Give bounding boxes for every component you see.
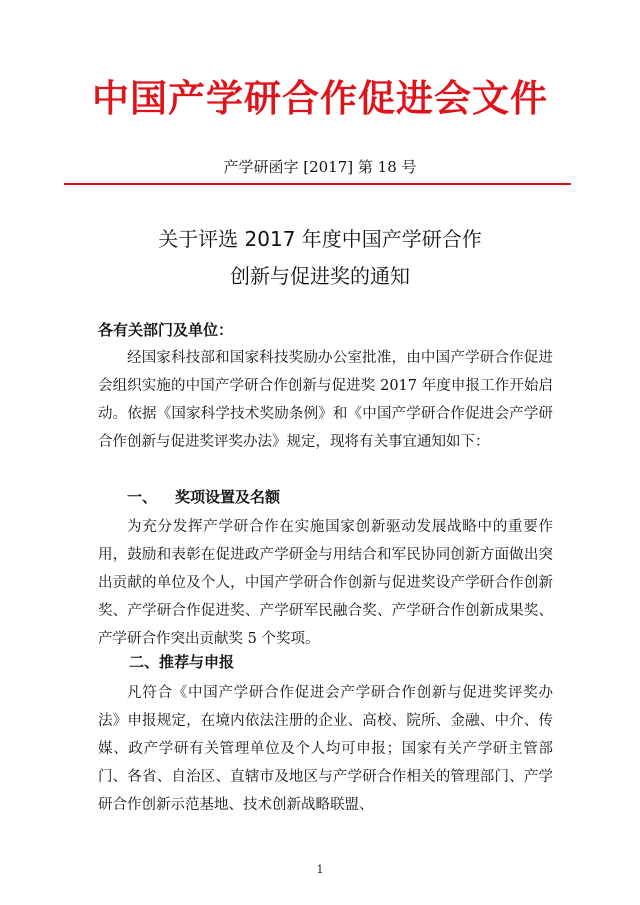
document-number: 产学研函字 [2017] 第 18 号 bbox=[223, 158, 417, 176]
notice-title-line-1: 关于评选 2017 年度中国产学研合作 bbox=[158, 227, 482, 251]
salutation: 各有关部门及单位： bbox=[98, 321, 234, 339]
section-1-heading bbox=[127, 486, 280, 508]
section-2-heading: 二、推荐与申报 bbox=[129, 653, 235, 671]
red-divider-line bbox=[64, 183, 571, 185]
notice-title-line-2: 创新与促进奖的通知 bbox=[230, 264, 410, 288]
section-1-title: 奖项设置及名额 bbox=[175, 488, 281, 506]
masthead-title: 中国产学研合作促进会文件 bbox=[92, 76, 548, 120]
section-1-number: 一、 bbox=[127, 488, 158, 506]
intro-paragraph: 经国家科技部和国家科技奖励办公室批准，由中国产学研合作促进会组织实施的中国产学研合作创新与促进奖 2017 年度申报工作开始启动。依据《国家科学技术奖励条例》和《中国产学研合作促进会产学研合作创新与促进奖评奖办法》规定，现将有关事宜通知如下： bbox=[98, 350, 553, 450]
page-number: 1 bbox=[316, 863, 324, 876]
section-1-paragraph: 为充分发挥产学研合作在实施国家创新驱动发展战略中的重要作用，鼓励和表彰在促进政产学研金与用结合和军民协同创新方面做出突出贡献的单位及个人，中国产学研合作创新与促进奖设产学研合作创新奖、产学研合作促进奖、产学研军民融合奖、产学研合作创新成果奖、产学研合作突出贡献奖 5 个奖项。 bbox=[98, 519, 553, 647]
section-2-paragraph: 凡符合《中国产学研合作促进会产学研合作创新与促进奖评奖办法》申报规定，在境内依法注册的企业、高校、院所、金融、中介、传媒、政产学研有关管理单位及个人均可申报；国家有关产学研主管部门、各省、自治区、直辖市及地区与产学研合作相关的管理部门、产学研合作创新示范基地、技术创新战略联盟、 bbox=[98, 685, 553, 813]
